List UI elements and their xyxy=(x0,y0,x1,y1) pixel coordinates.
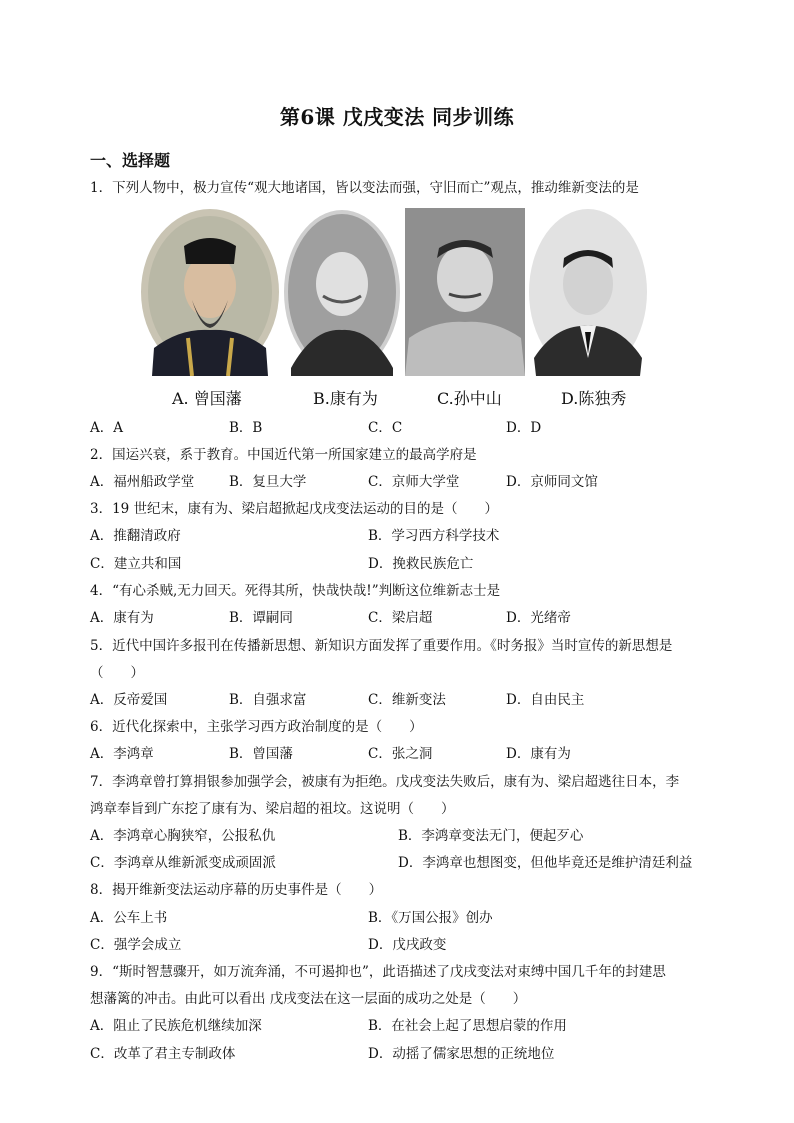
question-6-stem: 6．近代化探索中，主张学习西方政治制度的是（ ） xyxy=(90,719,423,735)
q2-option-a: A．福州船政学堂 xyxy=(90,474,195,490)
figure-caption-c: C.孙中山 xyxy=(437,389,502,408)
q6-option-a: A．李鸿章 xyxy=(90,746,154,762)
q5-option-b: B．自强求富 xyxy=(229,692,307,708)
q3-option-c: C．建立共和国 xyxy=(90,556,182,572)
q9-option-c: C．改革了君主专制政体 xyxy=(90,1046,236,1062)
q1-option-a: A．A xyxy=(90,420,123,436)
q3-option-d: D．挽救民族危亡 xyxy=(368,556,474,572)
question-4-stem: 4．“有心杀贼,无力回天。死得其所，快哉快哉!”判断这位维新志士是 xyxy=(90,583,501,599)
q4-option-c: C．梁启超 xyxy=(368,610,433,626)
q2-option-c: C．京师大学堂 xyxy=(368,474,460,490)
q6-option-b: B．曾国藩 xyxy=(229,746,293,762)
q7-option-c: C．李鸿章从维新派变成顽固派 xyxy=(90,855,276,871)
q2-option-b: B．复旦大学 xyxy=(229,474,307,490)
question-7-stem-cont: 鸿章奉旨到广东挖了康有为、梁启超的祖坟。这说明（ ） xyxy=(90,801,455,817)
question-3-stem: 3．19 世纪末，康有为、梁启超掀起戊戌变法运动的目的是（ ） xyxy=(90,501,499,517)
q5-option-a: A．反帝爱国 xyxy=(90,692,168,708)
portrait-sun-yatsen xyxy=(405,208,525,376)
question-2-stem: 2．国运兴衰，系于教育。中国近代第一所国家建立的最高学府是 xyxy=(90,447,477,463)
q9-option-d: D．动摇了儒家思想的正统地位 xyxy=(368,1046,555,1062)
q8-option-a: A．公车上书 xyxy=(90,910,168,926)
question-8-stem: 8．揭开维新变法运动序幕的历史事件是（ ） xyxy=(90,882,383,898)
q7-option-a: A．李鸿章心胸狭窄，公报私仇 xyxy=(90,828,276,844)
portrait-kang-youwei xyxy=(283,208,402,376)
question-1-stem: 1．下列人物中，极力宣传“观大地诸国，皆以变法而强，守旧而亡”观点，推动维新变法的是 xyxy=(90,180,639,196)
q6-option-d: D．康有为 xyxy=(506,746,571,762)
q3-option-b: B．学习西方科学技术 xyxy=(368,528,500,544)
portrait-chen-duxiu xyxy=(528,208,649,376)
question-9-stem: 9．“斯时智慧骤开，如万流奔涌，不可遏抑也”，此语描述了戊戌变法对束缚中国几千年的封建思 xyxy=(90,964,666,980)
q1-option-d: D．D xyxy=(506,420,542,436)
q6-option-c: C．张之洞 xyxy=(368,746,433,762)
portrait-zeng-guofan xyxy=(140,208,280,376)
q5-option-d: D．自由民主 xyxy=(506,692,585,708)
q9-option-a: A．阻止了民族危机继续加深 xyxy=(90,1018,262,1034)
figure-caption-a: A. 曾国藩 xyxy=(172,389,242,408)
question-9-stem-cont: 想藩篱的冲击。由此可以看出 戊戌变法在这一层面的成功之处是（ ） xyxy=(90,991,527,1007)
page-title: 第6课 戊戌变法 同步训练 xyxy=(279,105,515,129)
question-5-stem: 5．近代中国许多报刊在传播新思想、新知识方面发挥了重要作用。《时务报》当时宣传的新思想是 xyxy=(90,638,673,654)
q1-option-b: B．B xyxy=(229,420,263,436)
q5-option-c: C．维新变法 xyxy=(368,692,446,708)
q2-option-d: D．京师同文馆 xyxy=(506,474,598,490)
question-7-stem: 7．李鸿章曾打算捐银参加强学会，被康有为拒绝。戊戌变法失败后，康有为、梁启超逃往日本，李 xyxy=(90,774,680,790)
q8-option-b: B．《万国公报》创办 xyxy=(368,910,493,926)
q9-option-b: B．在社会上起了思想启蒙的作用 xyxy=(368,1018,567,1034)
section-heading: 一、选择题 xyxy=(90,151,171,170)
figure-caption-b: B.康有为 xyxy=(313,389,378,408)
q4-option-d: D．光绪帝 xyxy=(506,610,571,626)
q1-option-c: C．C xyxy=(368,420,403,436)
question-5-stem-cont: （ ） xyxy=(90,665,144,681)
q4-option-b: B．谭嗣同 xyxy=(229,610,293,626)
q7-option-d: D．李鸿章也想图变，但他毕竟还是维护清廷利益 xyxy=(398,855,693,871)
q3-option-a: A．推翻清政府 xyxy=(90,528,181,544)
q8-option-d: D．戊戌政变 xyxy=(368,937,447,953)
q7-option-b: B．李鸿章变法无门，便起歹心 xyxy=(398,828,584,844)
q8-option-c: C．强学会成立 xyxy=(90,937,182,953)
figure-caption-d: D.陈独秀 xyxy=(561,389,627,408)
q4-option-a: A．康有为 xyxy=(90,610,154,626)
